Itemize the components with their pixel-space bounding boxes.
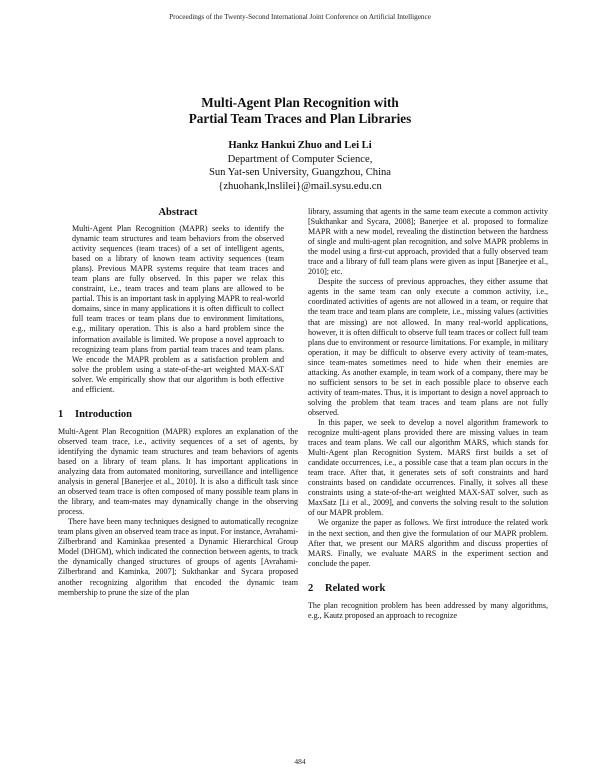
intro-paragraph-1: Multi-Agent Plan Recognition (MAPR) explores an explanation of the observed team trace, i.e., activity sequences of a set of agents, by identifying the dynamic team structures and team behaviors of agents based on a library of team plans. It has important applications in analyzing data from automated monitoring, surveillance and intelligence analysis in general [Banerjee et al., 2010]. It is also a difficult task since an observed team trace is often composed of many possible team plans in the library, and team-mates may dynamically change in the observing process.	[58, 426, 298, 517]
proceedings-header: Proceedings of the Twenty-Second International Joint Conference on Artificial Intelligence	[169, 13, 431, 21]
author-email: {zhuohank,lnslilei}@mail.sysu.edu.cn	[218, 180, 382, 192]
section-title: Introduction	[75, 408, 132, 420]
section-heading-introduction	[58, 409, 298, 421]
author-block	[0, 139, 600, 193]
author-department: Department of Computer Science,	[227, 153, 373, 165]
section-heading-related-work	[308, 583, 548, 595]
section-number: 2	[308, 582, 314, 594]
abstract-heading: Abstract	[158, 207, 198, 218]
left-column	[58, 207, 298, 598]
title-line-2: Partial Team Traces and Plan Libraries	[188, 111, 412, 126]
right-column	[308, 207, 548, 621]
abstract-text: Multi-Agent Plan Recognition (MAPR) seeks to identify the dynamic team structures and team behaviors from the observed activity sequences (team traces) of a set of intelligent agents, based on a library of known team activity sequences (team plans). Previous MAPR systems require that team traces and team plans are fully observed. In this paper we relax this constraint, i.e., team traces and team plans are allowed to be partial. This is an important task in applying MAPR to real-world domains, since in many applications it is often difficult to collect full team traces or team plans due to environment limitations, e.g., military operation. This is also a hard problem since the information available is limited. We propose a novel approach to recognizing team plans from partial team traces and team plans. We encode the MAPR problem as a satisfaction problem and solve the problem using a state-of-the-art weighted MAX-SAT solver. We empirically show that our algorithm is both effective and efficient.	[72, 224, 284, 394]
section-title: Related work	[325, 582, 386, 594]
author-university: Sun Yat-sen University, Guangzhou, China	[208, 167, 392, 179]
intro-paragraph-6: We organize the paper as follows. We first introduce the related work in the next section, and then give the formulation of our MAPR problem. After that, we present our MARS algorithm and discuss properties of MARS. Finally, we evaluate MARS in the experiment section and conclude the paper.	[308, 518, 548, 568]
intro-paragraph-3: library, assuming that agents in the same team execute a common activity [Sukthankar and Sycara, 2008]; Banerjee et al. proposed to formalize MAPR with a new model, revealing the distinction between the hardness of single and multi-agent plan recognition, and solve MAPR problems in the model using a first-cut approach, provided that a fully observed team trace and a library of full team plans were given as input [Banerjee et al., 2010]; etc.	[308, 207, 548, 277]
intro-paragraph-2: There have been many techniques designed to automatically recognize team plans given an observed team trace as input. For instance, Avrahami-Zilberbrand and Kaminkaa presented a Dynamic Hierarchical Group Model (DHGM), which indicated the connection between agents, to track the dynamically changed structures of groups of agents [Avrahami-Zilberbrand and Kaminka, 2007]; Sukthankar and Sycara proposed another recognizing algorithm that encoded the dynamic team membership to prune the size of the plan	[58, 517, 298, 597]
section-number: 1	[58, 408, 64, 420]
title-line-1: Multi-Agent Plan Recognition with	[201, 95, 399, 110]
related-paragraph-1: The plan recognition problem has been addressed by many algorithms, e.g., Kautz proposed an approach to recognize	[308, 600, 548, 620]
intro-paragraph-4: Despite the success of previous approaches, they either assume that agents in the same team can only execute a common activity, i.e., coordinated activities of agents are not allowed in a team, or require that the team trace and team plans are complete, i.e., missing values (activities that are missing) are not allowed. In many real-world applications, however, it is often difficult to observe full team traces or collect full team plans due to environment or resource limitations. For example, in military operation, it may be difficult to observe every activity of team-mates, since team-mates sometimes need to hide when their enemies are attacking. As another example, in team work of a company, there may be no sufficient sensors to be set in each possible place to observe each activity of team-mates. Thus, it is important to design a novel approach to solving the problem that team traces and team plans are not fully observed.	[308, 277, 548, 417]
paper-title	[0, 95, 600, 127]
author-names: Hankz Hankui Zhuo and Lei Li	[228, 140, 372, 151]
intro-paragraph-5: In this paper, we seek to develop a novel algorithm framework to recognize multi-agent plans provided there are missing values in team traces and team plans. We call our algorithm MARS, which stands for Multi-Agent plan Recognition System. MARS first builds a set of candidate occurrences, i.e., a possible case that a team plan occurs in the team trace. After that, it generates sets of soft constraints and hard constraints based on candidate occurrences. Finally, it solves all these constraints using a state-of-the-art weighted MAX-SAT solver, such as MaxSatz [Li et al., 2009], and converts the solving result to the solution of our MAPR problem.	[308, 417, 548, 518]
page-number: 484	[294, 757, 306, 766]
